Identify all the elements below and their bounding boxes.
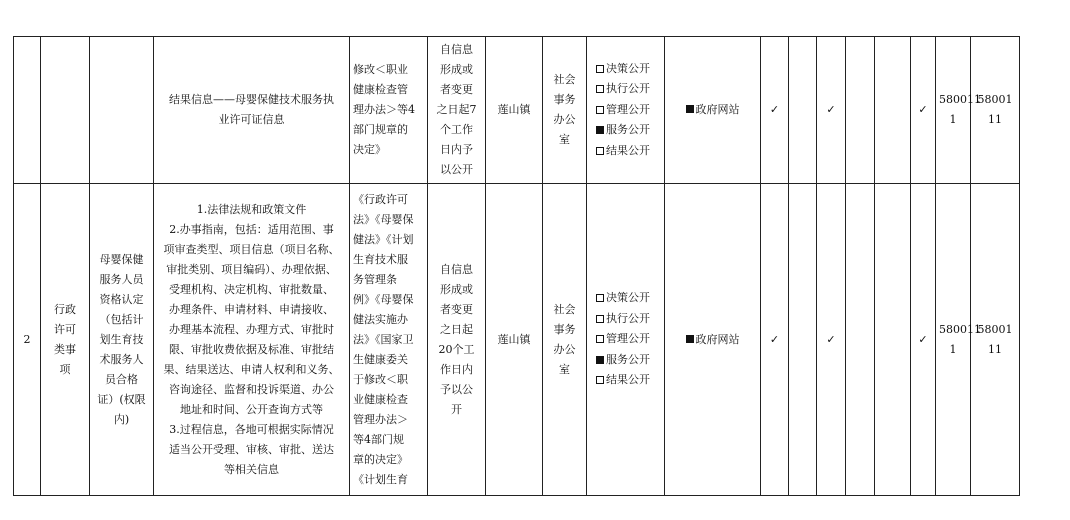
- basis-cell-line: 决定》: [353, 143, 386, 156]
- time-limit-cell-line: 个工作: [440, 123, 473, 136]
- item-cell-line: 术服务人: [99, 352, 144, 366]
- basis-cell-line: 健康检查管: [353, 83, 408, 96]
- code-cell-line: 11: [988, 113, 1002, 126]
- disclosure-option-label: 管理公开: [606, 332, 650, 346]
- code-cell-line: 1: [949, 113, 957, 126]
- department-cell-line: 办公: [553, 342, 576, 356]
- disclosure-option: [590, 309, 661, 330]
- basis-cell-line: 于修改＜职: [353, 372, 408, 386]
- content-cell-line: 办理条件、申请材料、申请接收、: [169, 302, 334, 316]
- subject-cell: 莲山镇: [486, 184, 543, 496]
- content-cell-line: 咨询途径、监督和投诉渠道、办公: [169, 382, 334, 396]
- time-limit-cell-line: 者变更: [440, 302, 473, 316]
- check-mark-cell: [789, 184, 817, 496]
- check-mark-cell: ✓: [817, 184, 846, 496]
- check-mark-cell: ✓: [911, 184, 936, 496]
- checked-box-icon: [596, 126, 604, 134]
- content-cell-line: 办理基本流程、办理方式、审批时: [169, 322, 334, 336]
- department-cell-line: 社会: [553, 302, 576, 316]
- unchecked-box-icon: [596, 315, 604, 323]
- disclosure-option-label: 执行公开: [606, 82, 650, 96]
- disclosure-option: [590, 79, 661, 100]
- category-cell: [41, 37, 90, 184]
- disclosure-option: [590, 141, 661, 162]
- basis-cell-line: 等4部门规: [353, 432, 404, 446]
- disclosure-option-label: 决策公开: [606, 61, 650, 75]
- basis-cell-line: 修改＜职业: [353, 63, 408, 76]
- check-mark-cell: [846, 37, 875, 184]
- check-mark-cell: ✓: [761, 184, 789, 496]
- item-cell-line: 服务人员: [99, 272, 144, 286]
- time-limit-cell-line: 以公开: [440, 163, 473, 176]
- disclosure-option: [590, 59, 661, 80]
- code-cell-line: 58001: [977, 322, 1013, 336]
- disclosure-option-label: 服务公开: [606, 352, 650, 366]
- basis-cell-line: 《行政许可: [353, 192, 408, 206]
- basis-cell-line: 务管理条: [353, 272, 397, 286]
- basis-cell-line: 管理办法＞: [353, 412, 408, 426]
- disclosure-type-cell: [587, 37, 665, 184]
- content-cell-line: 项审查类型、项目信息（项目名称、: [163, 242, 340, 256]
- row-index: [14, 37, 41, 184]
- item-cell-line: 证）(权限: [97, 392, 146, 406]
- basis-cell-line: 生健康委关: [353, 352, 408, 366]
- channel-label: 政府网站: [695, 103, 740, 116]
- channel-cell: [665, 184, 761, 496]
- content-cell-line: 结果信息——母婴保健技术服务执: [169, 93, 334, 106]
- disclosure-option: [590, 370, 661, 391]
- basis-cell-line: 健法实施办: [353, 312, 408, 326]
- basis-cell-line: 例》《母婴保: [353, 292, 414, 306]
- code-cell-line: 580011: [939, 93, 981, 106]
- unchecked-box-icon: [596, 65, 604, 73]
- code-cell-line: 1: [949, 342, 957, 356]
- subject-cell: 莲山镇: [486, 37, 543, 184]
- disclosure-table: [13, 36, 1070, 496]
- check-mark-cell: [789, 37, 817, 184]
- time-limit-cell-line: 者变更: [440, 83, 473, 96]
- content-cell-line: 地址和时间、公开查询方式等: [180, 402, 323, 416]
- unchecked-box-icon: [596, 106, 604, 114]
- filled-square-icon: [686, 335, 694, 343]
- item-cell: [90, 37, 154, 184]
- department-cell-line: 室: [559, 133, 570, 146]
- check-mark-cell: ✓: [911, 37, 936, 184]
- unchecked-box-icon: [596, 85, 604, 93]
- department-cell: [543, 37, 587, 184]
- time-limit-cell-line: 20个工: [438, 342, 475, 356]
- department-cell-line: 事务: [553, 93, 576, 106]
- item-cell-line: 内): [113, 412, 130, 426]
- check-mark-cell: [846, 184, 875, 496]
- unchecked-box-icon: [596, 335, 604, 343]
- disclosure-option-label: 决策公开: [606, 291, 650, 305]
- unchecked-box-icon: [596, 294, 604, 302]
- category-cell: [41, 184, 90, 496]
- basis-cell-line: 章的决定》: [353, 452, 408, 466]
- basis-cell: [350, 37, 428, 184]
- code-cell: [936, 184, 981, 496]
- channel-label: 政府网站: [695, 332, 740, 346]
- disclosure-option-label: 结果公开: [606, 143, 650, 157]
- code-cell: [971, 184, 1020, 496]
- time-limit-cell-line: 之日起7: [436, 103, 477, 116]
- check-mark-cell: [875, 37, 911, 184]
- content-cell-line: 业许可证信息: [218, 113, 285, 126]
- disclosure-option: [590, 120, 661, 141]
- item-cell-line: （包括计: [99, 312, 144, 326]
- time-limit-cell-line: 自信息: [440, 262, 473, 276]
- category-cell-line: 类事: [54, 342, 76, 356]
- filled-square-icon: [686, 105, 694, 113]
- row-index: 2: [14, 184, 41, 496]
- basis-cell: [350, 184, 428, 496]
- disclosure-option-label: 管理公开: [606, 102, 650, 116]
- content-cell: [154, 184, 350, 496]
- basis-cell-line: 部门规章的: [353, 123, 408, 136]
- content-cell-line: 审批类别、项目编码）、办理依据、: [166, 262, 337, 276]
- channel-cell: [665, 37, 761, 184]
- code-cell-line: 58001: [977, 93, 1013, 106]
- content-cell-line: 等相关信息: [224, 462, 279, 476]
- department-cell: [543, 184, 587, 496]
- table-row: [14, 184, 1070, 496]
- check-mark-cell: ✓: [817, 37, 846, 184]
- content-cell: [154, 37, 350, 184]
- time-limit-cell-line: 自信息: [440, 43, 473, 56]
- time-limit-cell-line: 形成或: [440, 63, 473, 76]
- department-cell-line: 事务: [553, 322, 576, 336]
- category-cell-line: 项: [59, 362, 71, 376]
- time-limit-cell-line: 日内予: [440, 143, 473, 156]
- time-limit-cell-line: 作日内: [440, 362, 473, 376]
- table-row: [14, 37, 1070, 184]
- time-limit-cell-line: 予以公: [440, 382, 473, 396]
- basis-cell-line: 健法》《计划: [353, 232, 414, 246]
- unchecked-box-icon: [596, 376, 604, 384]
- basis-cell-line: 理办法＞等4: [353, 103, 415, 116]
- item-cell-line: 母婴保健: [99, 252, 144, 266]
- disclosure-option-label: 服务公开: [606, 123, 650, 137]
- check-mark-cell: ✓: [761, 37, 789, 184]
- department-cell-line: 室: [559, 362, 570, 376]
- disclosure-option: [590, 100, 661, 121]
- category-cell-line: 许可: [54, 322, 76, 336]
- code-cell: [971, 37, 1020, 184]
- department-cell-line: 社会: [553, 73, 576, 86]
- content-cell-line: 3.过程信息，各地可根据实际情况: [169, 422, 334, 436]
- item-cell-line: 资格认定: [99, 292, 144, 306]
- disclosure-option: [590, 288, 661, 309]
- basis-cell-line: 业健康检查: [353, 392, 408, 406]
- disclosure-option-label: 执行公开: [606, 311, 650, 325]
- check-mark-cell: [875, 184, 911, 496]
- time-limit-cell-line: 开: [451, 402, 462, 416]
- time-limit-cell: [428, 37, 486, 184]
- item-cell-line: 划生育技: [99, 332, 144, 346]
- basis-cell-line: 《计划生育: [353, 472, 408, 486]
- basis-cell-line: 法》《母婴保: [353, 212, 414, 226]
- time-limit-cell: [428, 184, 486, 496]
- item-cell: [90, 184, 154, 496]
- code-cell-line: 11: [988, 342, 1002, 356]
- disclosure-option: [590, 350, 661, 371]
- content-cell-line: 1.法律法规和政策文件: [196, 202, 307, 216]
- department-cell-line: 办公: [553, 113, 576, 126]
- item-cell-line: 员合格: [105, 372, 138, 386]
- checked-box-icon: [596, 356, 604, 364]
- content-cell-line: 适当公开受理、审核、审批、送达: [169, 442, 334, 456]
- content-cell-line: 受理机构、决定机构、审批数量、: [169, 282, 334, 296]
- content-cell-line: 果、结果送达、申请人权利和义务、: [163, 362, 340, 376]
- content-cell-line: 2.办事指南，包括：适用范围、事: [169, 222, 334, 236]
- basis-cell-line: 生育技术服: [353, 252, 408, 266]
- content-cell-line: 限、审批收费依据及标准、审批结: [169, 342, 334, 356]
- basis-cell-line: 法》《国家卫: [353, 332, 414, 346]
- category-cell-line: 行政: [54, 302, 76, 316]
- disclosure-option-label: 结果公开: [606, 373, 650, 387]
- code-cell: [936, 37, 981, 184]
- time-limit-cell-line: 之日起: [440, 322, 473, 336]
- disclosure-type-cell: [587, 184, 665, 496]
- time-limit-cell-line: 形成或: [440, 282, 473, 296]
- disclosure-option: [590, 329, 661, 350]
- unchecked-box-icon: [596, 147, 604, 155]
- code-cell-line: 580011: [939, 322, 981, 336]
